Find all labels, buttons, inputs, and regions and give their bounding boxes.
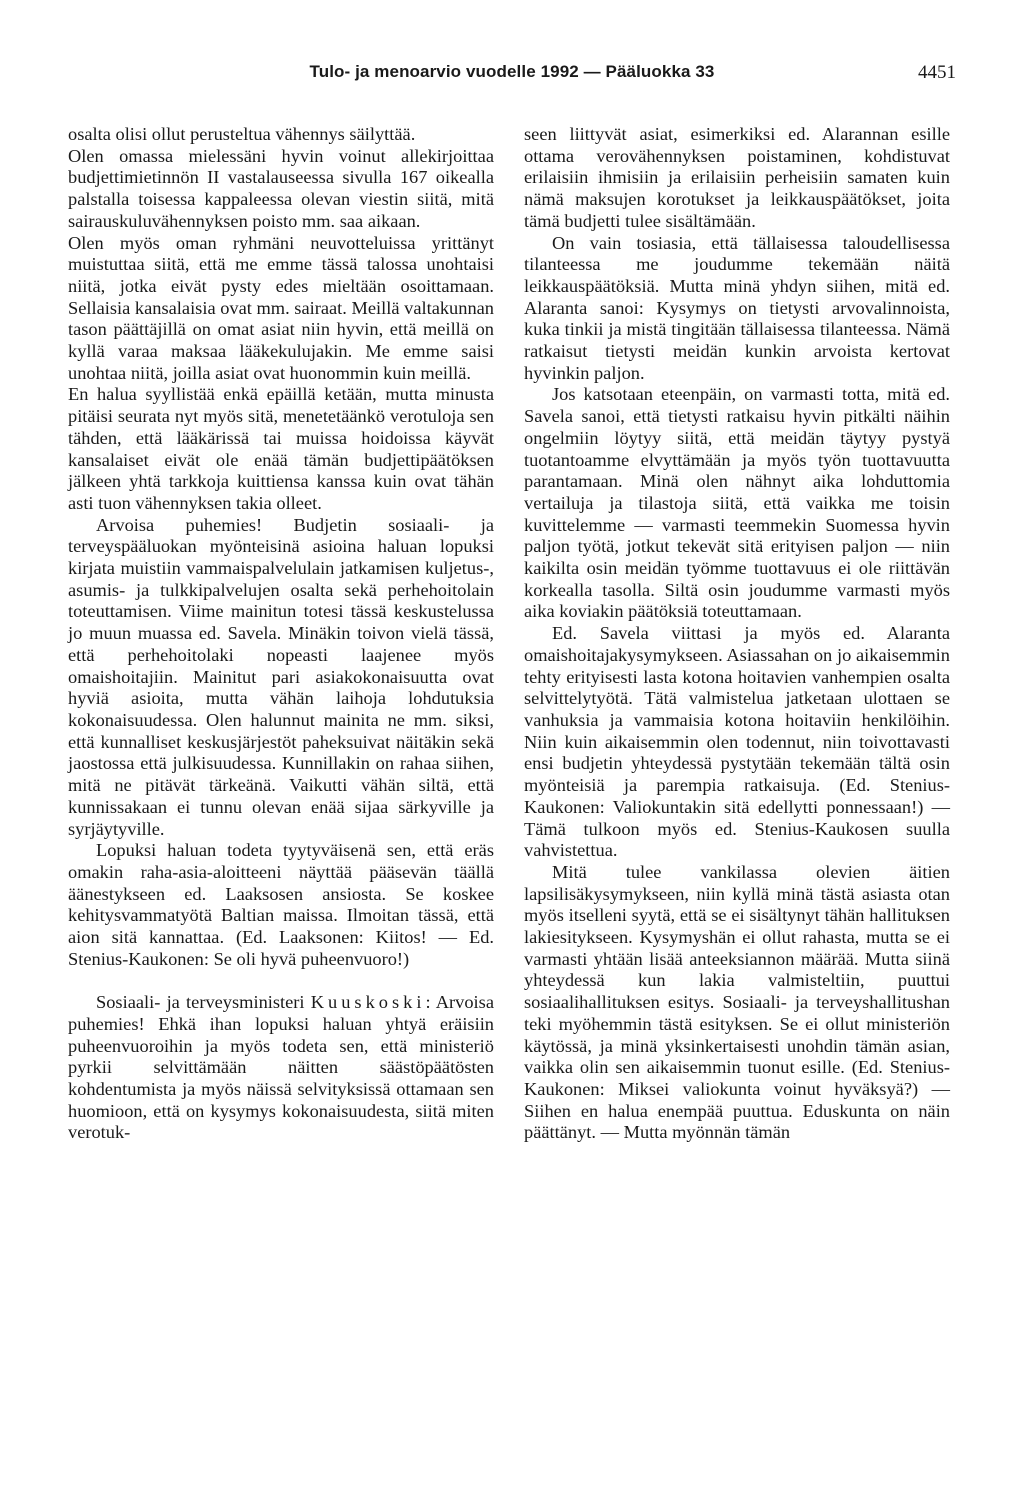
running-header-title: Tulo- ja menoarvio vuodelle 1992 — Pääluokka 33 xyxy=(309,62,715,81)
paragraph: Mitä tulee vankilassa olevien äitien lapsilisäkysymykseen, niin kyllä minä tästä asiasta otan myös itselleni syytä, että se ei sisältynyt tähän hallituksen lakiesitykseen. Kysymyshän ei ollut rahasta, mutta se ei varmasti yhtään lisää anteeksiannon määrää. Mutta siinä yhteydessä kun lakia valmisteltiin, puuttui sosiaalihallituksen esitys. Sosiaali- ja terveyshallitushan teki myöhemmin tästä esityksen. Se ei ollut ministeriön käytössä, ja minä yksinkertaisesti unohdin tämän asian, vaikka olin sen aikaisemmin tuonut esille. (Ed. Stenius-Kaukonen: Miksei valiokunta voinut hyväksyä?) — Siihen en halua enempää puuttua. Eduskunta on näin päättänyt. — Mutta myönnän tämän xyxy=(524,861,950,1143)
paragraph: Arvoisa puhemies! Budjetin sosiaali- ja terveyspääluokan myönteisinä asioina haluan lopuksi kirjata muistiin vammaispalvelulain jatkamisen kuljetus-, asumis- ja tulkkipalvelujen osalta sekä perhehoitolain toteuttamisen. Viime mainitun totesi tässä keskustelussa jo muun muassa ed. Savela. Minäkin toivon vielä tässä, että perhehoitolaki nopeasti laajenee myös omaishoitajiin. Mainitut pari asiakokonaisuutta ovat hyviä asioita, mutta vähän laihoja lohdutuksia kokonaisuudessa. Olen halunnut mainita ne mm. siksi, että kunnalliset keskusjärjestöt paheksuivat näitäkin sekä jaostossa että julkisuudessa. Kunnillakin on rahaa siihen, mitä ne pitävät tärkeänä. Vaikutti vähän siltä, että kunnissakaan ei tunnu olevan enää sijaa särkyville ja syrjäytyville. xyxy=(68,514,494,839)
paragraph: Olen myös oman ryhmäni neuvotteluissa yrittänyt muistuttaa siitä, että me emme tässä talossa unohtaisi niitä, jotka eivät pysty edes mieltään osoittamaan. Sellaisia kansalaisia ovat mm. sairaat. Meillä valtakunnan tason päättäjillä on omat asiat niin hyvin, että meillä on kyllä varaa maksaa lääkekulujakin. Me emme saisi unohtaa niitä, joilla asiat ovat huonommin kuin meillä. xyxy=(68,232,494,383)
paragraph: Lopuksi haluan todeta tyytyväisenä sen, että eräs omakin raha-asia-aloitteeni näyttää pääsevän täällä äänestykseen ed. Laaksosen ansiosta. Se koskee kehitysvammatyötä Baltian maissa. Ilmoitan tässä, että aion sitä kannattaa. (Ed. Laaksonen: Kiitos! — Ed. Stenius-Kaukonen: Se oli hyvä puheenvuoro!) xyxy=(68,840,494,969)
right-column xyxy=(524,124,950,1144)
speaker-text: Arvoisa puhemies! Ehkä ihan lopuksi haluan yhtyä eräisiin puheenvuoroihin ja myös todeta sen, että ministeriö pyrkii selvittämään näitten säästöpäätösten kohdentumista ja myös näissä selvityksissä ottamaan sen huomioon, että on kysymys kokonaisuudesta, siitä miten verotuk- xyxy=(68,992,494,1143)
paragraph: On vain tosiasia, että tällaisessa taloudellisessa tilanteessa me joudumme tekemään näitä leikkauspäätöksiä. Mutta minä yhdyn siihen, mitä ed. Alaranta sanoi: Kysymys on tietysti arvovalinnoista, kuka tinkii ja mistä tingitään tällaisessa tilanteessa. Nämä ratkaisut tietysti meidän kunkin arvoista kertovat hyvinkin paljon. xyxy=(524,232,950,383)
speaker-paragraph: Sosiaali- ja terveysministeri Kuuskoski: Arvoisa puhemies! Ehkä ihan lopuksi haluan yhtyä eräisiin puheenvuoroihin ja myös todeta sen, että ministeriö pyrkii selvittämään näitten säästöpäätösten kohdentumista ja myös näissä selvityksissä ottamaan sen huomioon, että on kysymys kokonaisuudesta, siitä miten verotuk- xyxy=(68,992,494,1143)
paragraph: osalta olisi ollut perusteltua vähennys säilyttää. xyxy=(68,124,416,144)
speaker-role: Sosiaali- ja terveysministeri xyxy=(96,992,305,1013)
paragraph: Olen omassa mielessäni hyvin voinut allekirjoittaa budjettimietinnön II vastalauseessa sivulla 167 oikealla palstalla toisessa kappaleessa olevan viestin siitä, mitä sairauskuluvähennyksen poisto mm. saa aikaan. xyxy=(68,145,494,231)
paragraph: Jos katsotaan eteenpäin, on varmasti totta, mitä ed. Savela sanoi, että tietysti ratkaisu hyvin pitkälti näihin ongelmiin löytyy siitä, että meidän täytyy pystyä tuotantoamme elvyttämään ja myös työn tuottavuutta parantamaan. Minä olen nähnyt aika lohduttomia vertailuja ja tilastoja siitä, että vaikka me toisin kuvittelemme — varmasti teemmekin Suomessa hyvin paljon työtä, jotkut tekevät sitä erityisen paljon — niin kaikilta osin meidän työmme tuottavuus ei ole riittävän korkealla tasolla. Siltä osin joudumme varmasti myös aika koviakin päätöksiä toteuttamaan. xyxy=(524,384,950,622)
left-column xyxy=(68,124,494,1144)
page-number: 4451 xyxy=(918,62,956,83)
paragraph: En halua syyllistää enkä epäillä ketään, mutta minusta pitäisi seurata nyt myös sitä, menetetäänkö verotuloja sen tähden, että lääkärissä tai muissa hoidoissa käyvät kansalaiset eivät ole enää tämän budjettipäätöksen jälkeen yhtä tarkkoja kuittiensa kanssa kuin ovat tähän asti tuon vähennyksen takia olleet. xyxy=(68,384,494,513)
speaker-name: Kuuskoski xyxy=(310,992,426,1013)
paragraph: Ed. Savela viittasi ja myös ed. Alaranta omaishoitajakysymykseen. Asiassahan on jo aikaisemmin tehty erityisesti lasta kotona hoitavien vanhempien osalta selvittelytyötä. Tätä valmistelua jatketaan ulottaen se vanhuksia ja vammaisia kotona hoitaviin henkilöihin. Niin kuin aikaisemmin olen todennut, niin toivottavasti ensi budjetin yhteydessä pystytään tekemään tältä osin myönteisiä ja parempia ratkaisuja. (Ed. Stenius-Kaukonen: Valiokuntakin sitä edellytti ponnessaan!) — Tämä tulkoon myös ed. Stenius-Kaukosen suulla vahvistettua. xyxy=(524,623,950,861)
paragraph: seen liittyvät asiat, esimerkiksi ed. Alarannan esille ottama verovähennyksen poistaminen, kohdistuvat erilaisiin ihmisiin ja erilaisiin perheisiin samaten kuin nämä maksujen korotukset ja leikkauspäätökset, joita tämä budjetti tulee sisältämään. xyxy=(524,124,950,231)
page-header xyxy=(0,62,1024,92)
